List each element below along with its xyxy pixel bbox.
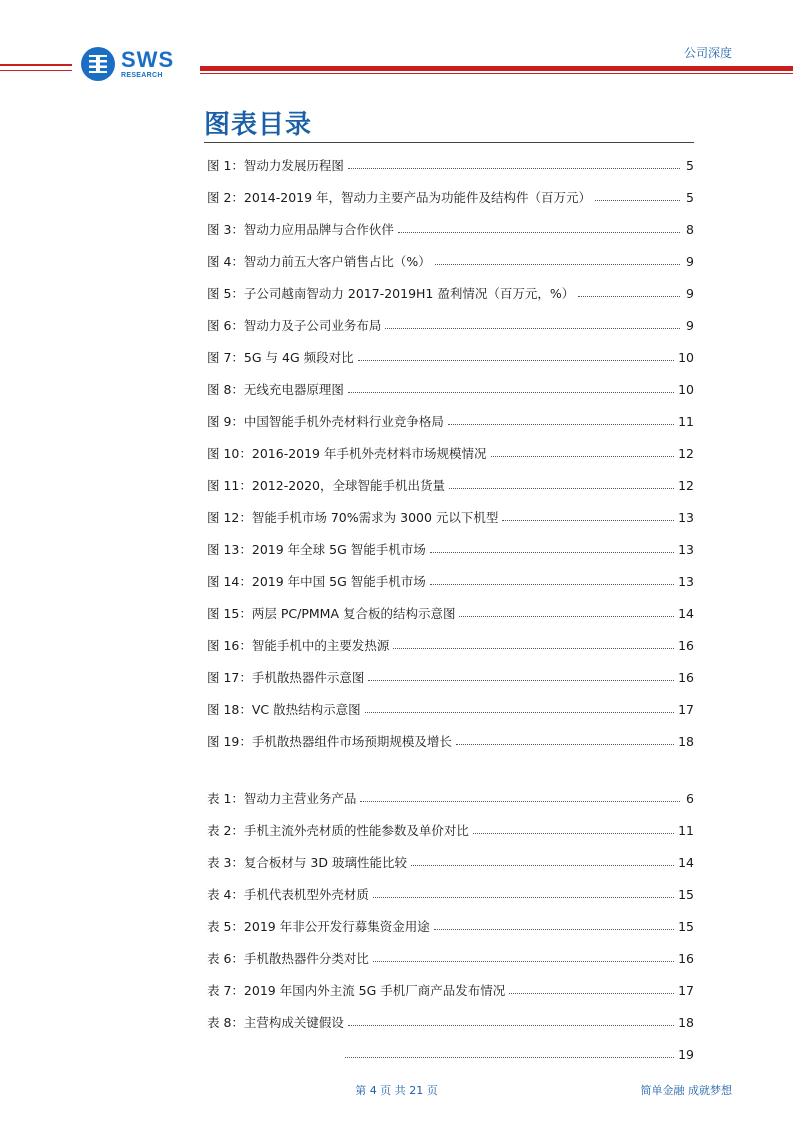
entry-label: 图 16：智能手机中的主要发热源 (207, 638, 390, 653)
header-rule-left (0, 64, 72, 71)
page-title: 图表目录 (204, 110, 313, 140)
entry-label: 表 7：2019 年国内外主流 5G 手机厂商产品发布情况 (207, 983, 506, 998)
table-entry[interactable] (207, 1006, 694, 1038)
entry-label: 图 1：智动力发展历程图 (207, 158, 344, 173)
page-number: 第 4 页 共 21 页 (355, 1084, 438, 1097)
leader-dots (348, 1025, 674, 1026)
entry-label: 图 9：中国智能手机外壳材料行业竞争格局 (207, 414, 444, 429)
leader-dots (473, 833, 674, 834)
table-entry[interactable] (207, 846, 694, 878)
entry-page: 12 (678, 477, 694, 493)
leader-dots (411, 865, 674, 866)
entry-label: 表 2：手机主流外壳材质的性能参数及单价对比 (207, 823, 469, 838)
entry-page: 17 (678, 982, 694, 998)
entry-page: 13 (678, 573, 694, 589)
figure-entry[interactable] (207, 149, 694, 181)
leader-dots (509, 993, 674, 994)
table-entry[interactable] (207, 910, 694, 942)
table-entry[interactable] (207, 878, 694, 910)
leader-dots (449, 488, 674, 489)
entry-page: 14 (678, 605, 694, 621)
leader-dots (360, 801, 680, 802)
entry-label: 图 6：智动力及子公司业务布局 (207, 318, 382, 333)
figure-entry[interactable] (207, 181, 694, 213)
table-entry-unlabeled[interactable] (207, 1038, 694, 1070)
entry-label: 图 3：智动力应用品牌与合作伙伴 (207, 222, 394, 237)
entry-label: 图 7：5G 与 4G 频段对比 (207, 350, 354, 365)
figure-entry[interactable] (207, 725, 694, 757)
entry-page: 5 (686, 189, 694, 205)
entry-page: 12 (678, 445, 694, 461)
entry-label: 图 14：2019 年中国 5G 智能手机市场 (207, 574, 426, 589)
entry-label: 图 12：智能手机市场 70%需求为 3000 元以下机型 (207, 510, 499, 525)
figure-entry[interactable] (207, 309, 694, 341)
entry-label: 图 10：2016-2019 年手机外壳材料市场规模情况 (207, 446, 487, 461)
leader-dots (368, 680, 674, 681)
entry-label: 表 8：主营构成关键假设 (207, 1015, 344, 1030)
leader-dots (345, 1057, 674, 1058)
entry-page: 10 (678, 349, 694, 365)
figure-entry[interactable] (207, 277, 694, 309)
leader-dots (491, 456, 675, 457)
sws-logo (80, 44, 188, 84)
entry-page: 16 (678, 669, 694, 685)
table-entry[interactable] (207, 974, 694, 1006)
figure-entry[interactable] (207, 661, 694, 693)
figure-entry[interactable] (207, 373, 694, 405)
leader-dots (373, 961, 674, 962)
figure-entry[interactable] (207, 501, 694, 533)
table-entry[interactable] (207, 942, 694, 974)
entry-page: 18 (678, 733, 694, 749)
entry-page: 16 (678, 637, 694, 653)
entry-page: 15 (678, 918, 694, 934)
leader-dots (398, 232, 680, 233)
table-entry[interactable] (207, 814, 694, 846)
entry-label: 表 1：智动力主营业务产品 (207, 791, 357, 806)
footer-slogan: 简单金融 成就梦想 (640, 1084, 732, 1097)
header-rule-right-thin (200, 73, 793, 74)
entry-page: 5 (686, 157, 694, 173)
entry-page: 13 (678, 541, 694, 557)
entry-label: 表 3：复合板材与 3D 玻璃性能比较 (207, 855, 407, 870)
entry-page: 8 (686, 221, 694, 237)
figure-entry[interactable] (207, 629, 694, 661)
entry-label: 图 18：VC 散热结构示意图 (207, 702, 361, 717)
entry-label: 图 2：2014-2019 年，智动力主要产品为功能件及结构件（百万元） (207, 190, 592, 205)
sws-logo-icon (80, 46, 116, 82)
leader-dots (358, 360, 674, 361)
entry-page: 10 (678, 381, 694, 397)
entry-label: 图 15：两层 PC/PMMA 复合板的结构示意图 (207, 606, 456, 621)
entry-page: 11 (678, 413, 694, 429)
entry-page: 16 (678, 950, 694, 966)
leader-dots (348, 168, 680, 169)
leader-dots (365, 712, 674, 713)
leader-dots (435, 264, 680, 265)
leader-dots (502, 520, 674, 521)
entry-label: 表 5：2019 年非公开发行募集资金用途 (207, 919, 430, 934)
leader-dots (595, 200, 680, 201)
entry-label: 图 5：子公司越南智动力 2017-2019H1 盈利情况（百万元，%） (207, 286, 575, 301)
table-entry[interactable] (207, 782, 694, 814)
entry-label: 图 11：2012-2020，全球智能手机出货量 (207, 478, 446, 493)
leader-dots (448, 424, 674, 425)
title-divider (204, 142, 694, 143)
entry-page: 9 (686, 317, 694, 333)
figure-entry[interactable] (207, 565, 694, 597)
entry-label: 图 19：手机散热器组件市场预期规模及增长 (207, 734, 452, 749)
report-type: 公司深度 (683, 46, 732, 60)
leader-dots (430, 552, 674, 553)
figure-entry[interactable] (207, 213, 694, 245)
entry-label: 表 6：手机散热器件分类对比 (207, 951, 369, 966)
entry-label: 表 4：手机代表机型外壳材质 (207, 887, 369, 902)
entry-page: 6 (686, 790, 694, 806)
entry-page: 9 (686, 253, 694, 269)
entry-label: 图 13：2019 年全球 5G 智能手机市场 (207, 542, 426, 557)
figure-entry[interactable] (207, 245, 694, 277)
entry-label: 图 4：智动力前五大客户销售占比（%） (207, 254, 431, 269)
leader-dots (385, 328, 680, 329)
entry-page: 13 (678, 509, 694, 525)
leader-dots (348, 392, 674, 393)
entry-label: 图 8：无线充电器原理图 (207, 382, 344, 397)
figure-entry[interactable] (207, 533, 694, 565)
leader-dots (578, 296, 680, 297)
logo-subtext: RESEARCH (121, 72, 163, 79)
leader-dots (393, 648, 674, 649)
figure-entry[interactable] (207, 405, 694, 437)
leader-dots (459, 616, 674, 617)
figure-entry[interactable] (207, 597, 694, 629)
leader-dots (434, 929, 674, 930)
figure-entry[interactable] (207, 437, 694, 469)
logo-wordmark: SWS (121, 47, 175, 72)
figure-entry[interactable] (207, 341, 694, 373)
entry-label: 图 17：手机散热器件示意图 (207, 670, 365, 685)
entry-page: 9 (686, 285, 694, 301)
entry-page: 15 (678, 886, 694, 902)
entry-page: 19 (678, 1046, 694, 1062)
entry-page: 11 (678, 822, 694, 838)
figure-entry[interactable] (207, 693, 694, 725)
figure-list (207, 149, 694, 757)
entry-page: 14 (678, 854, 694, 870)
header-rule-right (200, 66, 793, 71)
figure-entry[interactable] (207, 469, 694, 501)
leader-dots (373, 897, 674, 898)
leader-dots (456, 744, 674, 745)
table-list (207, 782, 694, 1070)
entry-page: 18 (678, 1014, 694, 1030)
leader-dots (430, 584, 674, 585)
entry-page: 17 (678, 701, 694, 717)
